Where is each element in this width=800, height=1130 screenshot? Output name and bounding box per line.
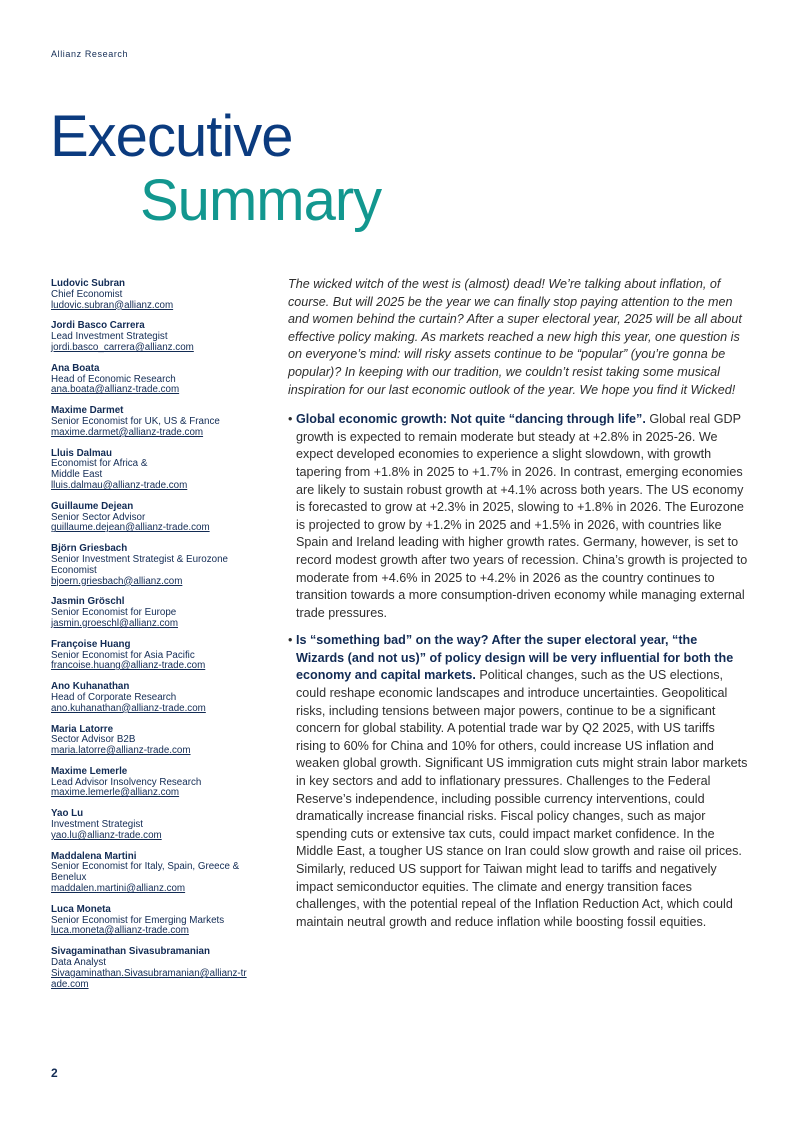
contact-email-link[interactable]: maria.latorre@allianz-trade.com xyxy=(51,745,191,757)
contact-name: Ana Boata xyxy=(51,362,100,374)
contact-email-link[interactable]: ludovic.subran@allianz.com xyxy=(51,299,174,311)
contact-email-link[interactable]: jasmin.groeschl@allianz.com xyxy=(51,617,179,629)
contact-email-link[interactable]: maddalen.martini@allianz.com xyxy=(51,883,186,895)
contact-email-link[interactable]: yao.lu@allianz-trade.com xyxy=(51,829,162,841)
contact-role: Economist for Africa & Middle East xyxy=(51,458,148,481)
contact-name: Ludovic Subran xyxy=(51,278,126,289)
contact-name: Maxime Darmet xyxy=(51,405,124,417)
contact-card xyxy=(51,406,251,438)
contact-name: Luca Moneta xyxy=(51,903,111,915)
contact-role: Senior Economist for Asia Pacific xyxy=(51,649,195,661)
contact-role: Lead Investment Strategist xyxy=(51,331,168,343)
contact-role: Head of Economic Research xyxy=(51,373,176,385)
contact-role: Data Analyst xyxy=(51,957,107,969)
contact-role: Senior Economist for Emerging Markets xyxy=(51,914,225,926)
contact-card xyxy=(51,905,251,937)
contact-role: Sector Advisor B2B xyxy=(51,734,136,746)
bullet-marker: • xyxy=(288,633,293,648)
contact-email-link[interactable]: maxime.darmet@allianz-trade.com xyxy=(51,426,204,438)
contact-card xyxy=(51,544,251,587)
publisher-header: Allianz Research xyxy=(51,49,129,59)
contact-email-link[interactable]: Sivagaminathan.Sivasubramanian@allianz-trade.com xyxy=(51,967,247,990)
page-number: 2 xyxy=(51,1066,58,1080)
contact-name: Maxime Lemerle xyxy=(51,765,128,777)
title-executive: Executive xyxy=(50,104,293,169)
bullet-lead: Global economic growth: Not quite “dancing through life”. xyxy=(296,412,646,427)
contact-email-link[interactable]: guillaume.dejean@allianz-trade.com xyxy=(51,522,210,534)
contact-card xyxy=(51,725,251,757)
bullet-item xyxy=(288,411,748,622)
contact-role: Senior Sector Advisor xyxy=(51,511,146,523)
contact-card xyxy=(51,852,251,895)
contact-role: Head of Corporate Research xyxy=(51,691,177,703)
bullet-marker: • xyxy=(288,412,293,427)
contact-email-link[interactable]: ana.boata@allianz-trade.com xyxy=(51,384,180,396)
contact-name: Françoise Huang xyxy=(51,638,131,650)
contact-name: Sivagaminathan Sivasubramanian xyxy=(51,946,210,958)
contact-email-link[interactable]: luca.moneta@allianz-trade.com xyxy=(51,925,189,937)
contact-card xyxy=(51,597,251,629)
contact-role: Senior Economist for Europe xyxy=(51,607,177,619)
contact-card xyxy=(51,449,251,492)
contact-card xyxy=(51,502,251,534)
contact-name: Guillaume Dejean xyxy=(51,500,134,512)
contact-email-link[interactable]: jordi.basco_carrera@allianz.com xyxy=(51,341,194,353)
contact-card xyxy=(51,767,251,799)
contact-card xyxy=(51,321,251,353)
contact-name: Jasmin Gröschl xyxy=(51,596,125,608)
intro-paragraph: The wicked witch of the west is (almost) dead! We’re talking about inflation, of course. But will 2025 be the year we can finally stop paying attention to the men and women behind the curtain? After a super electoral year, 2025 will be all about effective policy making. As markets reached a new high this year, one question is on everyone’s mind: will risky assets continue to be “popular” (you’re gonna be popular)? In keeping with our tradition, we couldn’t resist taking some musical inspiration for our last economic outlook of the year. We hope you find it Wicked! xyxy=(288,277,742,397)
contact-name: Björn Griesbach xyxy=(51,543,128,555)
bullet-text: Political changes, such as the US elections, could reshape economic landscapes and introduce uncertainties. Geopolitical risks, including tensions between major powers, continue to be a significant concern for global stability. A potential trade war by Q2 2025, with US tariffs rising to 60% for China and 10% for others, could increase US inflation and weaken global growth. Significant US immigration cuts might strain labor markets in key sectors and add to inflationary pressures. Challenges to the Federal Reserve’s independence, including possible currency interventions, could dramatically increase financial risks. Fiscal policy changes, such as major spending cuts or extensive tax cuts, could impact market confidence. In the Middle East, a tougher US stance on Iran could slow growth and raise oil prices. Similarly, reduced US support for Taiwan might lead to tariffs and negatively impact semiconductor equities. The climate and energy transition faces challenges, with the potential repeal of the Inflation Reduction Act, which could maintain neutral growth and reduce inflation while boosting fossil equities. xyxy=(296,668,748,929)
contact-card xyxy=(51,809,251,841)
contact-role: Senior Investment Strategist & Eurozone Economist xyxy=(51,553,228,576)
contact-card xyxy=(51,279,251,311)
contact-name: Maddalena Martini xyxy=(51,850,137,862)
summary-body xyxy=(288,276,748,941)
contact-email-link[interactable]: lluis.dalmau@allianz-trade.com xyxy=(51,479,188,491)
contact-name: Jordi Basco Carrera xyxy=(51,320,145,332)
contact-email-link[interactable]: bjoern.griesbach@allianz.com xyxy=(51,575,183,587)
contact-name: Ano Kuhanathan xyxy=(51,681,130,693)
contact-role: Senior Economist for UK, US & France xyxy=(51,415,220,427)
contact-name: Yao Lu xyxy=(51,808,84,820)
contact-email-link[interactable]: francoise.huang@allianz-trade.com xyxy=(51,660,206,672)
contact-name: Lluis Dalmau xyxy=(51,447,112,459)
contacts-sidebar xyxy=(51,279,251,1000)
title-summary: Summary xyxy=(140,168,382,233)
contact-card xyxy=(51,682,251,714)
contact-role: Investment Strategist xyxy=(51,819,144,831)
contact-role: Senior Economist for Italy, Spain, Greece & Benelux xyxy=(51,861,240,884)
contact-card xyxy=(51,640,251,672)
bullet-text: Global real GDP growth is expected to remain moderate but steady at +2.8% in 2025-26. We expect developed economies to experience a slight slowdown, with growth tapering from +1.8% in 2025 to +1.7% in 2026. In contrast, emerging economies are likely to sustain robust growth at +4.1% across both years. The US economy is forecasted to grow at +2.3% in 2025, slowing to +1.8% in 2026. The Eurozone is projected to grow by +1.2% in 2025 and +1.5% in 2026, with countries like Spain and Ireland leading with higher growth rates. Germany, however, is set to record modest growth after two years of recession. China’s growth is projected to moderate from +4.6% in 2025 to +4.2% in 2026 as the country continues to transition towards a more consumption-driven economy while managing external trade pressures. xyxy=(296,412,748,620)
contact-name: Maria Latorre xyxy=(51,723,114,735)
contact-card xyxy=(51,364,251,396)
contact-role: Lead Advisor Insolvency Research xyxy=(51,776,202,788)
contact-role: Chief Economist xyxy=(51,288,123,300)
contact-email-link[interactable]: ano.kuhanathan@allianz-trade.com xyxy=(51,702,206,714)
bullet-item xyxy=(288,632,748,931)
contact-card xyxy=(51,947,251,990)
bullet-lead: Is “something bad” on the way? After the super electoral year, “the Wizards (and not us)” of policy design will be very influential for both the economy and capital markets. xyxy=(296,633,734,683)
contact-email-link[interactable]: maxime.lemerle@allianz.com xyxy=(51,787,180,799)
